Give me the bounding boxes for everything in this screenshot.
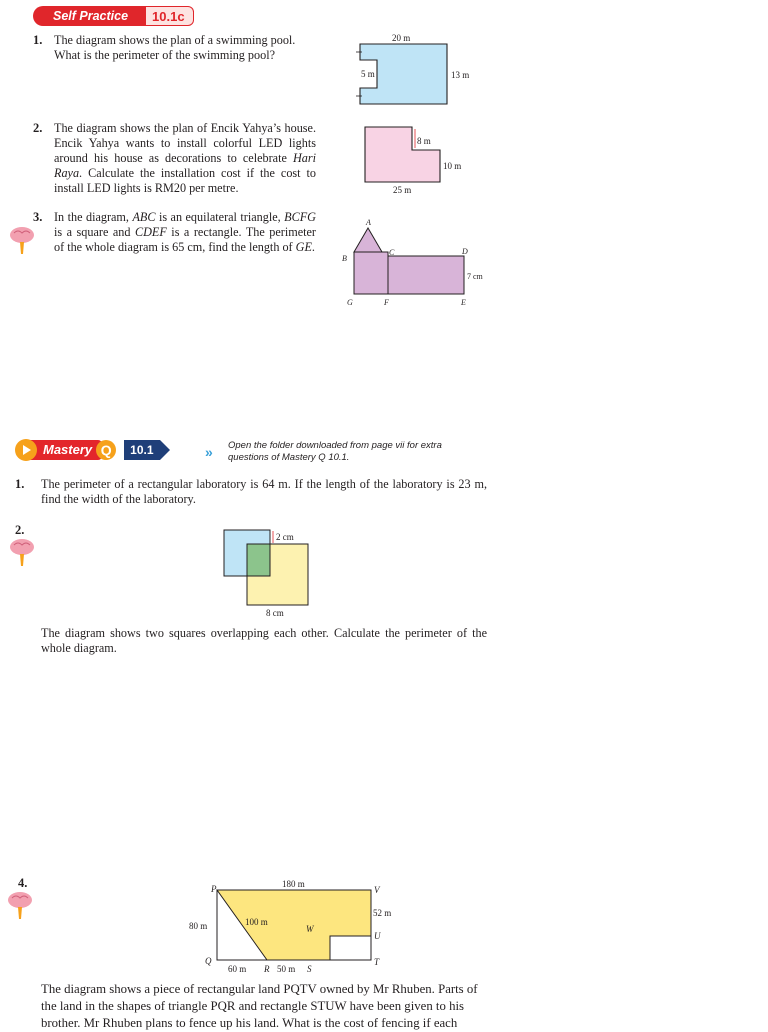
self-practice-number: 10.1c xyxy=(146,6,194,26)
mq-q2-number: 2. xyxy=(15,523,25,537)
sp-q3-text: In the diagram, ABC is an equilateral triangle, BCFG is a square and CDEF is a rectangle. The perimeter of the whole diagram is 65 cm, find the length of GE. xyxy=(54,210,316,254)
mq-q1-number: 1. xyxy=(15,477,25,491)
squares-top-label: 2 cm xyxy=(276,532,294,542)
label-E: E xyxy=(461,298,466,307)
land-b2-label: 50 m xyxy=(277,964,296,974)
sp-q1-number: 1. xyxy=(33,33,43,47)
overlapping-squares-diagram xyxy=(220,524,330,620)
brain-icon xyxy=(6,889,34,923)
brain-icon xyxy=(8,536,36,570)
sp-q2-text: The diagram shows the plan of Encik Yahya’s house. Encik Yahya wants to install colorful LED lights around his house as decorations to celebrate Hari Raya. Calculate the installation cost if the cost to install LED lights is RM20 per metre. xyxy=(54,121,316,195)
label-R: R xyxy=(264,964,270,974)
label-A: A xyxy=(366,218,371,227)
land-plan-diagram xyxy=(185,876,415,976)
mastery-label: Mastery xyxy=(29,440,102,460)
label-S: S xyxy=(307,964,312,974)
pool-top-label: 20 m xyxy=(392,33,411,43)
house-notch-label: 8 m xyxy=(417,136,431,146)
mq-q2-text: The diagram shows two squares overlapping each other. Calculate the perimeter of the whole diagram. xyxy=(41,626,487,655)
self-practice-header xyxy=(33,6,194,26)
pool-right-label: 13 m xyxy=(451,70,470,80)
label-7cm: 7 cm xyxy=(467,272,483,281)
land-b1-label: 60 m xyxy=(228,964,247,974)
pool-diagram xyxy=(352,32,487,112)
mq-q4-text: The diagram shows a piece of rectangular land PQTV owned by Mr Rhuben. Parts of the land in the shapes of triangle PQR and rectangle STUW have been given to his brother. Mr Rhuben plans to fence up his land. What is the cost of fencing if each xyxy=(41,982,478,1030)
label-V: V xyxy=(374,885,380,895)
house-diagram xyxy=(360,120,480,200)
label-W: W xyxy=(306,924,314,934)
mastery-note: Open the folder downloaded from page vii for extra questions of Mastery Q 10.1. xyxy=(228,440,442,463)
mq-q1-text: The perimeter of a rectangular laboratory is 64 m. If the length of the laboratory is 23 m, find the width of the laboratory. xyxy=(41,477,487,506)
play-icon xyxy=(15,439,37,461)
label-T: T xyxy=(374,957,380,967)
label-D: D xyxy=(462,247,468,256)
house-right-label: 10 m xyxy=(443,161,462,171)
mastery-header xyxy=(15,438,160,462)
land-right-label: 52 m xyxy=(373,908,392,918)
land-hyp-label: 100 m xyxy=(245,917,268,927)
triangle-rectangle-diagram xyxy=(338,214,488,310)
sp-q2-number: 2. xyxy=(33,121,43,135)
squares-bottom-label: 8 cm xyxy=(266,608,284,618)
label-Q: Q xyxy=(205,956,212,966)
land-left-label: 80 m xyxy=(189,921,208,931)
pool-left-label: 5 m xyxy=(361,69,375,79)
label-U: U xyxy=(374,931,381,941)
mastery-q-badge: Q xyxy=(96,440,116,460)
label-G: G xyxy=(347,298,353,307)
label-P: P xyxy=(211,884,217,894)
label-C: C xyxy=(389,248,395,257)
sp-q1-text: The diagram shows the plan of a swimming pool. What is the perimeter of the swimming pool? xyxy=(54,33,296,62)
house-bottom-label: 25 m xyxy=(393,185,412,195)
mastery-number: 10.1 xyxy=(124,440,159,460)
self-practice-label: Self Practice xyxy=(33,6,146,26)
label-B: B xyxy=(342,254,347,263)
land-top-label: 180 m xyxy=(282,879,305,889)
double-chevron-icon: » xyxy=(205,444,213,460)
brain-icon xyxy=(8,224,36,258)
sp-q3-number: 3. xyxy=(33,210,43,224)
mq-q4-number: 4. xyxy=(18,876,28,890)
label-F: F xyxy=(384,298,389,307)
